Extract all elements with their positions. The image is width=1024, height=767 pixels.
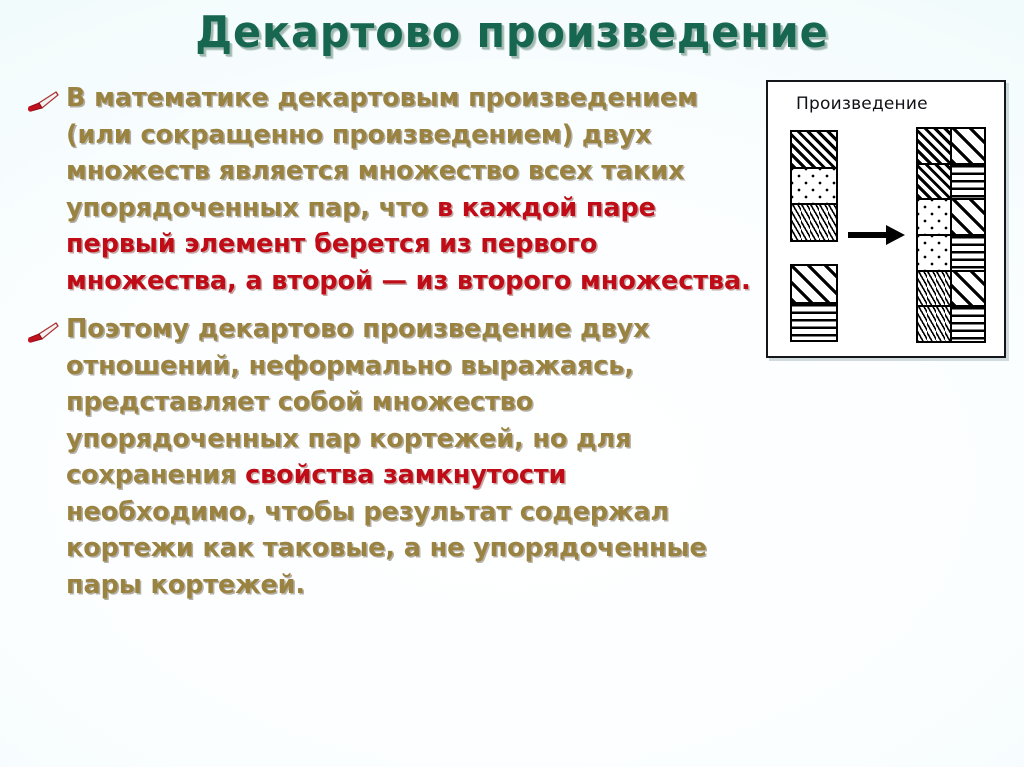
bullet-item-1 xyxy=(14,80,756,299)
product-cell-horizontal-lines xyxy=(952,165,984,199)
product-row xyxy=(918,307,984,341)
brush-pen-bullet-icon xyxy=(26,321,60,343)
paragraph-2-segment-highlight: свойства замкнутости xyxy=(245,460,567,490)
second-set-cell-diagonal-wide-hatch xyxy=(792,266,836,304)
product-row xyxy=(918,236,984,272)
paragraph-2-segment-normal-b: необходимо, чтобы результат содержал кортежи как таковые, а не упорядоченные пары кортежей. xyxy=(66,496,707,600)
paragraph-1 xyxy=(66,80,756,299)
product-cell-horizontal-lines xyxy=(952,307,984,341)
product-row xyxy=(918,129,984,165)
paragraph-2 xyxy=(66,311,756,603)
first-set-cell-diagonal-small-hatch xyxy=(792,205,836,240)
product-cell-diagonal-wide-hatch xyxy=(952,129,984,163)
product-row xyxy=(918,200,984,236)
page-title: Декартово произведение xyxy=(195,7,829,58)
product-cell-dots xyxy=(918,236,952,270)
paragraph-1-segment-highlight: в каждой паре первый элемент берется из первого множества, а второй — из второго множества. xyxy=(66,192,751,296)
second-set-cell-horizontal-lines xyxy=(792,304,836,340)
first-set-cell-dots xyxy=(792,169,836,206)
product-cell-diagonal-dense-hatch xyxy=(918,165,952,199)
product-cell-diagonal-wide-hatch xyxy=(952,272,984,306)
product-cell-dots xyxy=(918,200,952,234)
product-row xyxy=(918,272,984,308)
product-row xyxy=(918,165,984,201)
first-set-stack xyxy=(790,130,838,242)
first-set-cell-diagonal-dense-hatch xyxy=(792,132,836,169)
second-set-stack xyxy=(790,264,838,342)
product-cell-diagonal-small-hatch xyxy=(918,307,952,341)
bullet-item-2 xyxy=(14,311,756,603)
product-cell-diagonal-dense-hatch xyxy=(918,129,952,163)
diagram-caption: Произведение xyxy=(796,94,928,114)
product-cell-horizontal-lines xyxy=(952,236,984,270)
cartesian-product-grid xyxy=(916,127,986,343)
paragraph-2-segment-normal-a: Поэтому декартово произведение двух отношений, неформально выражаясь, представляет собой множество упорядоченных пар кортежей, но для сохранения xyxy=(66,314,650,490)
body-content xyxy=(14,80,756,615)
product-cell-diagonal-wide-hatch xyxy=(952,200,984,234)
paragraph-1-segment-normal: В математике декартовым произведением (или сокращенно произведением) двух множеств является множество всех таких упорядоченных пар, что xyxy=(66,83,698,223)
right-arrow-icon xyxy=(848,224,906,246)
product-diagram-panel xyxy=(766,80,1006,358)
title-area xyxy=(0,4,1024,68)
brush-pen-bullet-icon xyxy=(26,90,60,112)
product-cell-diagonal-small-hatch xyxy=(918,272,952,306)
